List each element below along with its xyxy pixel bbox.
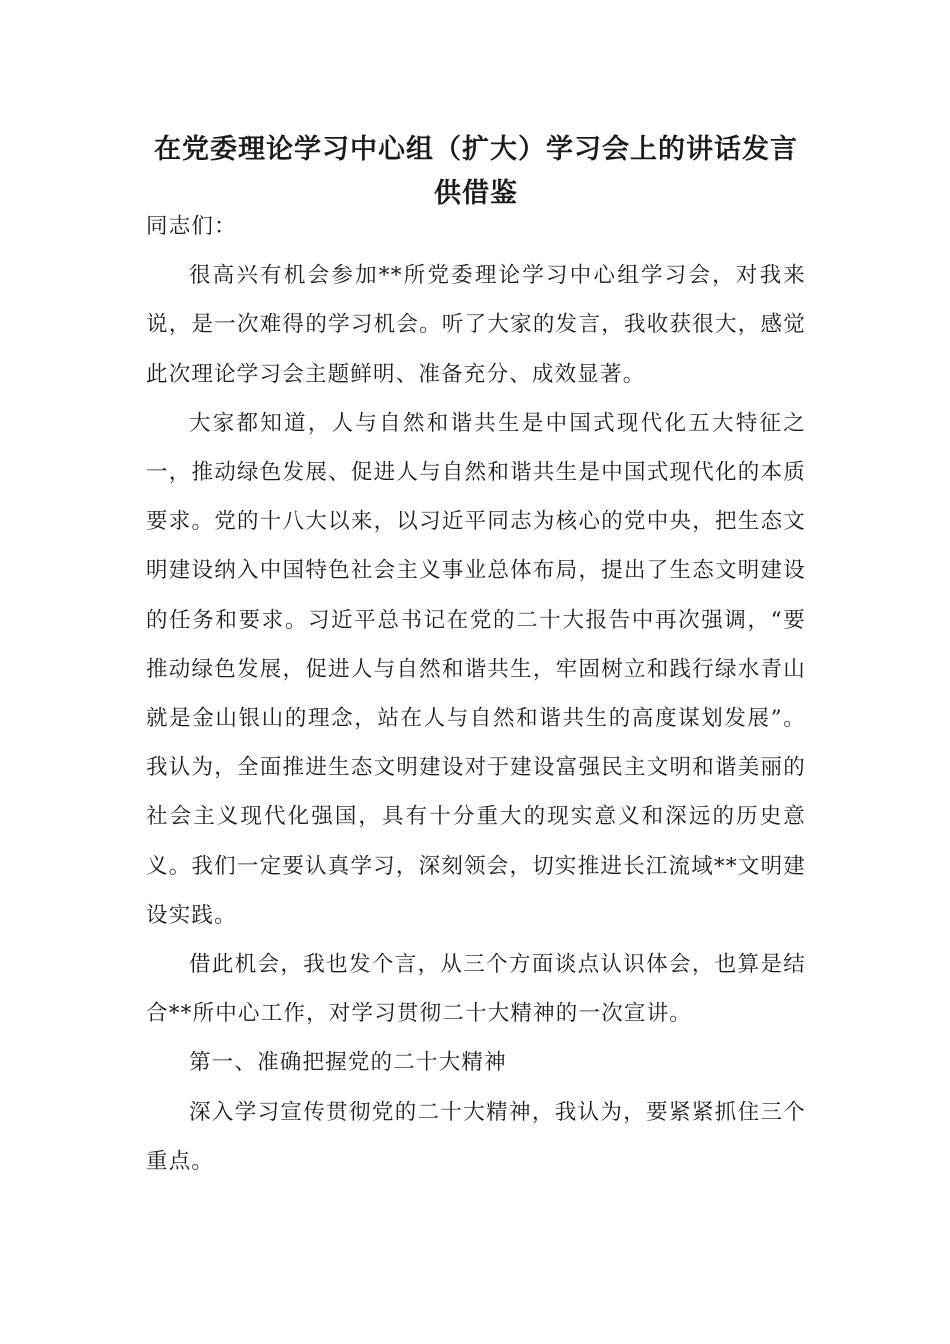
paragraph-3: 借此机会，我也发个言，从三个方面谈点认识体会，也算是结合**所中心工作，对学习贯彻二十大精神的一次宣讲。 [146,952,806,1027]
paragraph-1: 很高兴有机会参加**所党委理论学习中心组学习会，对我来说，是一次难得的学习机会。听了大家的发言，我收获很大，感觉此次理论学习会主题鲜明、准备充分、成效显著。 [146,263,806,387]
document-body [146,202,806,1186]
document-title: 在党委理论学习中心组（扩大）学习会上的讲话发言供借鉴 [154,134,798,209]
paragraph-2: 大家都知道，人与自然和谐共生是中国式现代化五大特征之一，推动绿色发展、促进人与自然和谐共生是中国式现代化的本质要求。党的十八大以来，以习近平同志为核心的党中央，把生态文明建设纳入中国特色社会主义事业总体布局，提出了生态文明建设的任务和要求。习近平总书记在党的二十大报告中再次强调，“要推动绿色发展，促进人与自然和谐共生，牢固树立和践行绿水青山就是金山银山的理念，站在人与自然和谐共生的高度谋划发展”。我认为，全面推进生态文明建设对于建设富强民主文明和谐美丽的社会主义现代化强国，具有十分重大的现实意义和深远的历史意义。我们一定要认真学习，深刻领会，切实推进长江流域**文明建设实践。 [146,410,806,928]
section-heading-1: 第一、准确把握党的二十大精神 [189,1050,507,1076]
paragraph-4: 深入学习宣传贯彻党的二十大精神，我认为，要紧紧抓住三个重点。 [146,1099,806,1174]
salutation: 同志们： [146,214,237,239]
